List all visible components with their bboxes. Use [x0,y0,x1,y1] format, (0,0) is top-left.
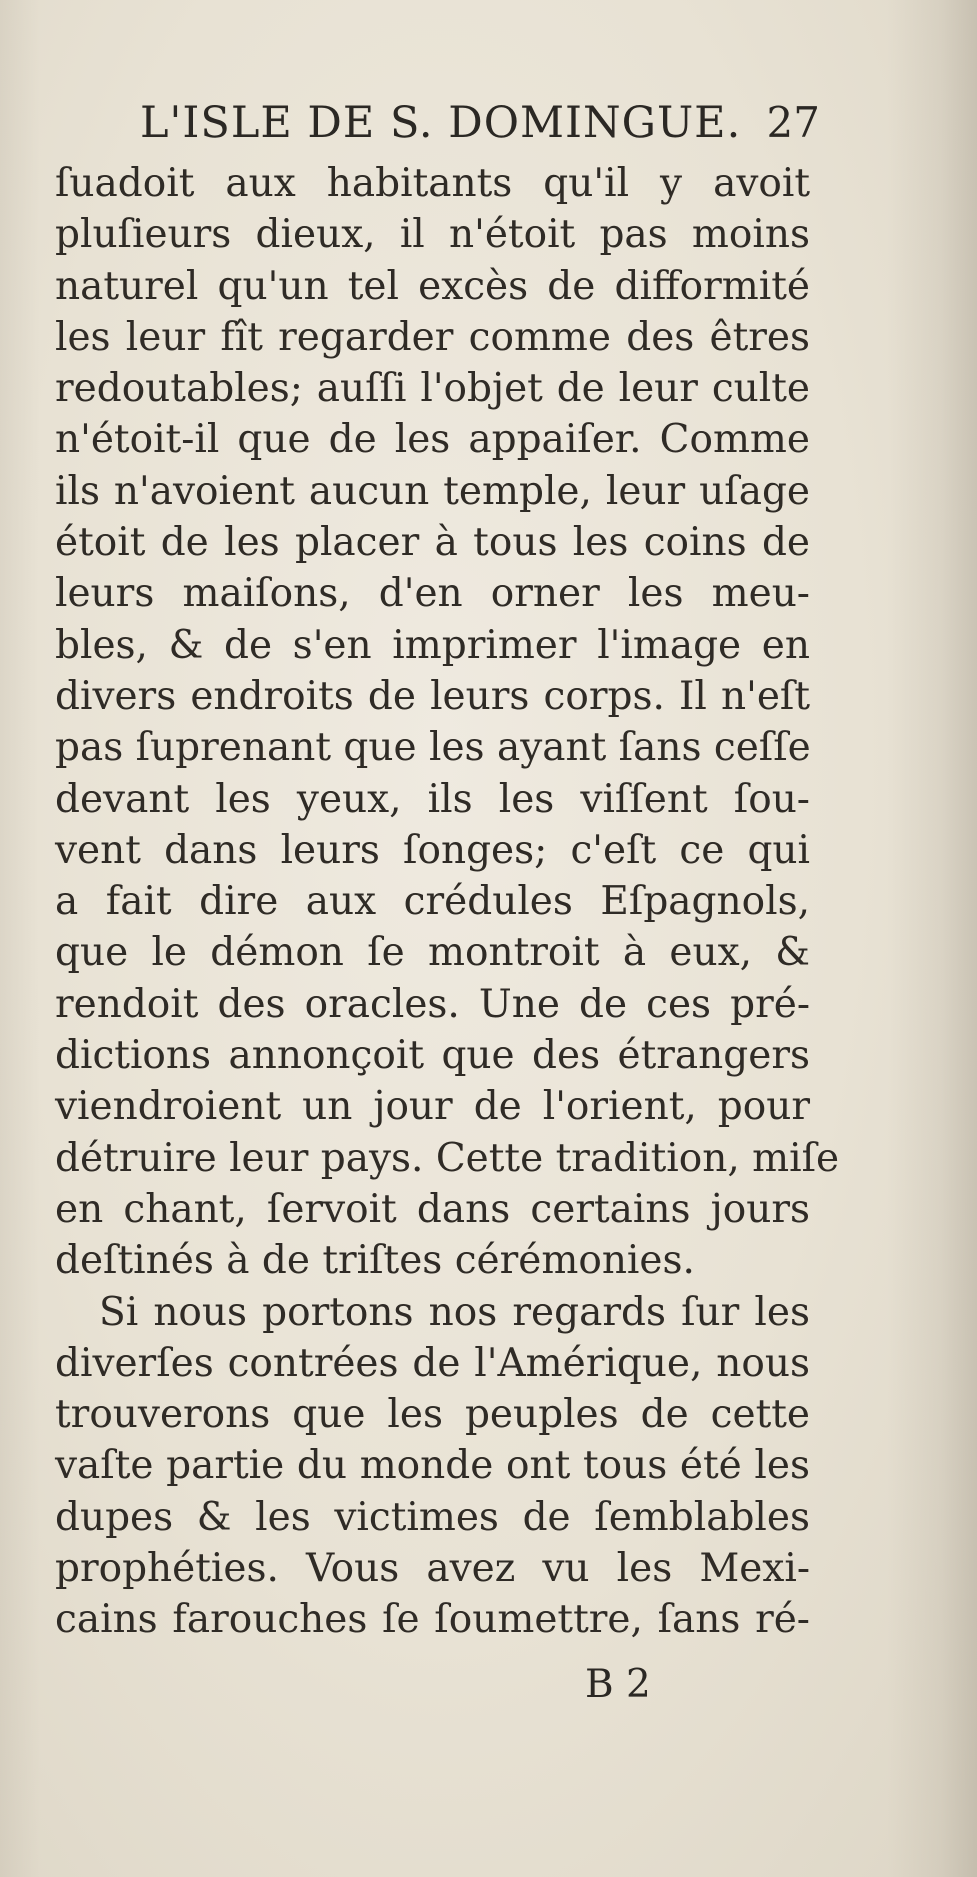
text-line: vent dans leurs ſonges; c'eſt ce qui [55,827,810,873]
text-line: que le démon ſe montroit à eux, & [55,930,810,976]
signature-mark: B 2 [585,1662,651,1707]
running-head [140,98,820,158]
text-line: divers endroits de leurs corps. Il n'eſt [55,673,810,719]
text-line: pluſieurs dieux, il n'étoit pas moins [55,212,810,258]
text-line: vaſte partie du monde ont tous été les [55,1443,810,1489]
text-line: cains farouches ſe ſoumettre, ſans ré- [55,1597,810,1643]
text-line: diverſes contrées de l'Amérique, nous [55,1340,810,1386]
text-line: viendroient un jour de l'orient, pour [55,1084,810,1130]
text-line: dupes & les victimes de ſemblables [55,1494,810,1540]
text-line: bles, & de s'en imprimer l'image en [55,622,810,668]
page-edge-shadow-left [0,0,40,1877]
text-line: trouverons que les peuples de cette [55,1392,810,1438]
text-line: naturel qu'un tel excès de difformité [55,263,810,309]
running-title: L'ISLE DE S. DOMINGUE. [140,98,742,148]
body-text [55,158,840,1646]
text-line: rendoit des oracles. Une de ces pré- [55,981,810,1027]
page-edge-shadow-right [887,0,977,1877]
text-line: dictions annonçoit que des étrangers [55,1033,810,1079]
text-line: devant les yeux, ils les viſſent ſou- [55,776,810,822]
text-line: prophéties. Vous avez vu les Mexi- [55,1546,810,1592]
text-line: a fait dire aux crédules Eſpagnols, [55,879,810,925]
text-line: Si nous portons nos regards ſur les [99,1289,810,1335]
text-line: n'étoit-il que de les appaiſer. Comme [55,417,810,463]
text-line: en chant, ſervoit dans certains jours [55,1186,810,1232]
page-number: 27 [766,98,820,147]
text-line: deſtinés à de triſtes cérémonies. [55,1238,695,1284]
text-line: ſuadoit aux habitants qu'il y avoit [55,161,810,206]
text-line: pas ſuprenant que les ayant ſans ceſſe [55,725,811,771]
text-line: leurs maiſons, d'en orner les meu- [55,571,810,617]
text-line: redoutables; auſſi l'objet de leur culte [55,366,810,412]
text-line: détruire leur pays. Cette tradition, miſe [55,1135,840,1181]
text-line: étoit de les placer à tous les coins de [55,520,810,566]
text-line: ils n'avoient aucun temple, leur uſage [55,468,810,514]
text-line: les leur fît regarder comme des êtres [55,314,810,360]
